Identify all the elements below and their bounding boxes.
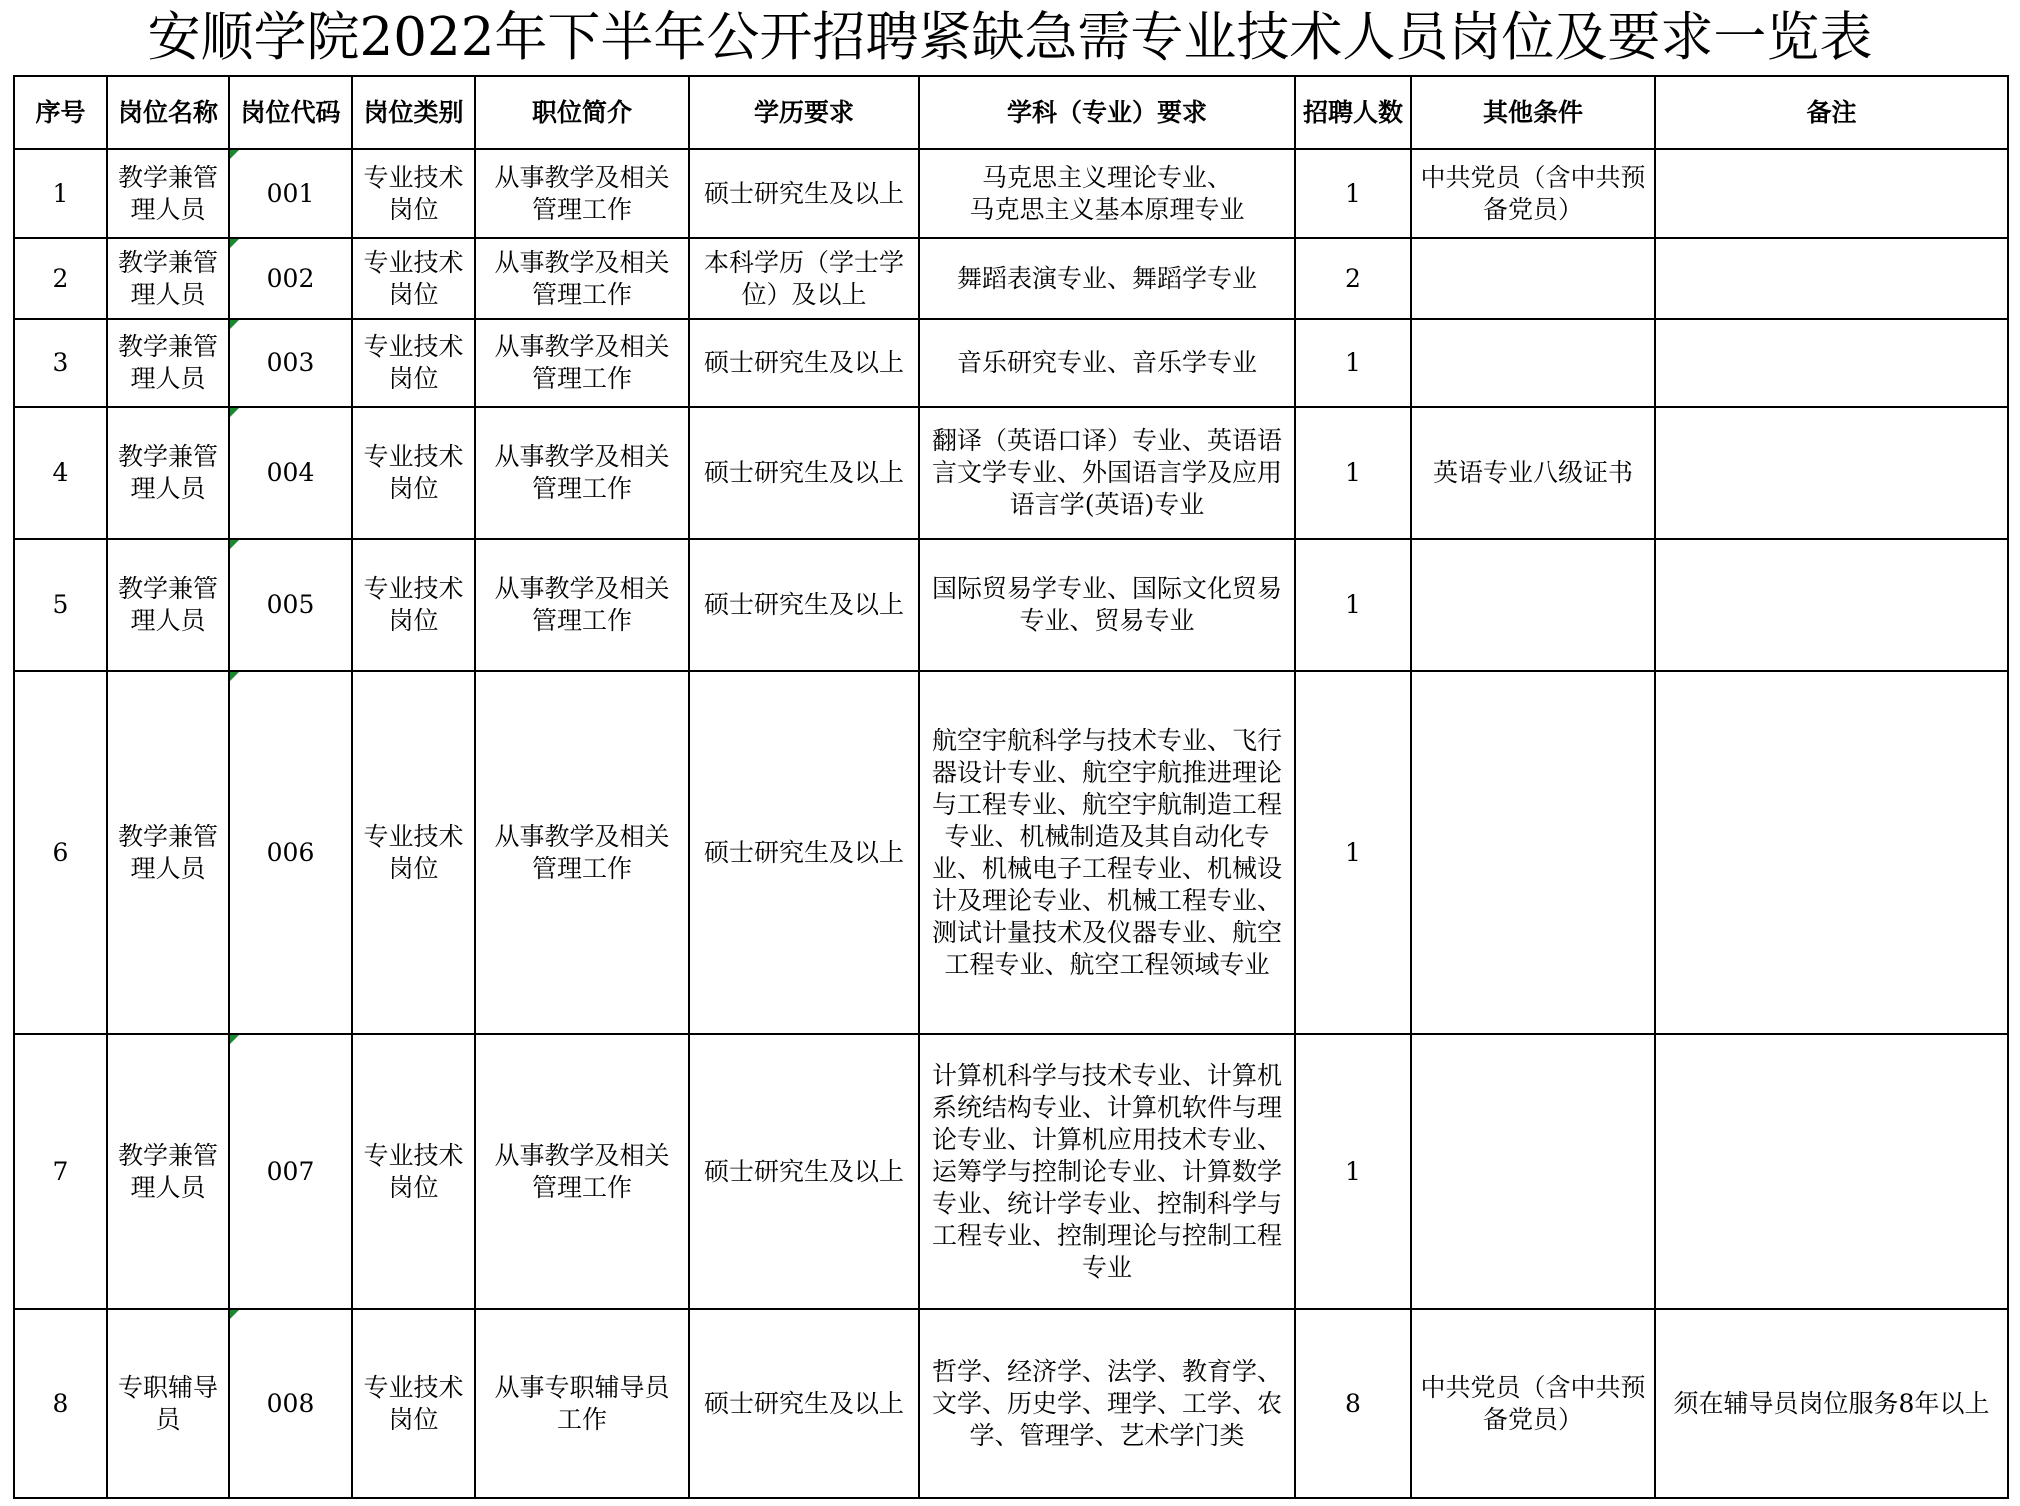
cell-other: [1411, 671, 1655, 1034]
cell-remark: [1655, 539, 2008, 671]
cell-major: 舞蹈表演专业、舞蹈学专业: [919, 238, 1295, 319]
cell-other: 中共党员（含中共预备党员）: [1411, 1309, 1655, 1498]
cell-remark: [1655, 238, 2008, 319]
cell-count: 1: [1295, 319, 1411, 407]
table-row: [14, 319, 2008, 407]
header-education: 学历要求: [689, 76, 919, 149]
cell-post-type: 专业技术岗位: [352, 149, 475, 238]
cell-post-name: 教学兼管理人员: [107, 1034, 229, 1309]
table-row: [14, 1309, 2008, 1498]
cell-post-code: 007: [229, 1034, 352, 1309]
cell-post-name: 专职辅导员: [107, 1309, 229, 1498]
cell-post-type: 专业技术岗位: [352, 319, 475, 407]
header-remark: 备注: [1655, 76, 2008, 149]
cell-major: 翻译（英语口译）专业、英语语言文学专业、外国语言学及应用语言学(英语)专业: [919, 407, 1295, 539]
table-row: [14, 671, 2008, 1034]
cell-post-name: 教学兼管理人员: [107, 238, 229, 319]
cell-major: 哲学、经济学、法学、教育学、文学、历史学、理学、工学、农学、管理学、艺术学门类: [919, 1309, 1295, 1498]
cell-other: [1411, 238, 1655, 319]
cell-post-name: 教学兼管理人员: [107, 407, 229, 539]
cell-major: 马克思主义理论专业、 马克思主义基本原理专业: [919, 149, 1295, 238]
cell-post-code: 002: [229, 238, 352, 319]
cell-post-type: 专业技术岗位: [352, 238, 475, 319]
cell-seq: 7: [14, 1034, 107, 1309]
cell-post-code: 006: [229, 671, 352, 1034]
cell-count: 2: [1295, 238, 1411, 319]
cell-seq: 8: [14, 1309, 107, 1498]
cell-education: 硕士研究生及以上: [689, 407, 919, 539]
cell-seq: 2: [14, 238, 107, 319]
cell-remark: [1655, 407, 2008, 539]
cell-other: [1411, 539, 1655, 671]
cell-count: 1: [1295, 671, 1411, 1034]
cell-duty: 从事教学及相关管理工作: [475, 319, 689, 407]
cell-education: 硕士研究生及以上: [689, 539, 919, 671]
cell-post-type: 专业技术岗位: [352, 671, 475, 1034]
table-row: [14, 1034, 2008, 1309]
cell-major: 音乐研究专业、音乐学专业: [919, 319, 1295, 407]
cell-post-code: 008: [229, 1309, 352, 1498]
cell-education: 硕士研究生及以上: [689, 671, 919, 1034]
cell-seq: 3: [14, 319, 107, 407]
cell-other: [1411, 319, 1655, 407]
cell-duty: 从事专职辅导员工作: [475, 1309, 689, 1498]
cell-major: 航空宇航科学与技术专业、飞行器设计专业、航空宇航推进理论与工程专业、航空宇航制造工程专业、机械制造及其自动化专业、机械电子工程专业、机械设计及理论专业、机械工程专业、测试计量技术及仪器专业、航空工程专业、航空工程领域专业: [919, 671, 1295, 1034]
page-title: 安顺学院2022年下半年公开招聘紧缺急需专业技术人员岗位及要求一览表: [147, 7, 1873, 68]
cell-post-type: 专业技术岗位: [352, 1309, 475, 1498]
cell-post-name: 教学兼管理人员: [107, 149, 229, 238]
cell-post-name: 教学兼管理人员: [107, 539, 229, 671]
cell-remark: [1655, 1034, 2008, 1309]
cell-duty: 从事教学及相关管理工作: [475, 539, 689, 671]
table-row: [14, 238, 2008, 319]
cell-education: 硕士研究生及以上: [689, 1034, 919, 1309]
cell-other: [1411, 1034, 1655, 1309]
cell-duty: 从事教学及相关管理工作: [475, 149, 689, 238]
cell-seq: 1: [14, 149, 107, 238]
cell-major: 国际贸易学专业、国际文化贸易专业、贸易专业: [919, 539, 1295, 671]
header-major: 学科（专业）要求: [919, 76, 1295, 149]
cell-post-type: 专业技术岗位: [352, 407, 475, 539]
cell-major: 计算机科学与技术专业、计算机系统结构专业、计算机软件与理论专业、计算机应用技术专业、运筹学与控制论专业、计算数学专业、统计学专业、控制科学与工程专业、控制理论与控制工程专业: [919, 1034, 1295, 1309]
cell-remark: [1655, 149, 2008, 238]
header-post-type: 岗位类别: [352, 76, 475, 149]
cell-post-type: 专业技术岗位: [352, 1034, 475, 1309]
cell-seq: 5: [14, 539, 107, 671]
cell-count: 1: [1295, 539, 1411, 671]
positions-table: [13, 75, 2009, 1499]
cell-post-name: 教学兼管理人员: [107, 319, 229, 407]
cell-other: 中共党员（含中共预备党员）: [1411, 149, 1655, 238]
header-post-name: 岗位名称: [107, 76, 229, 149]
cell-post-code: 005: [229, 539, 352, 671]
cell-remark: 须在辅导员岗位服务8年以上: [1655, 1309, 2008, 1498]
cell-duty: 从事教学及相关管理工作: [475, 1034, 689, 1309]
cell-post-code: 004: [229, 407, 352, 539]
header-count: 招聘人数: [1295, 76, 1411, 149]
cell-count: 1: [1295, 149, 1411, 238]
cell-education: 硕士研究生及以上: [689, 1309, 919, 1498]
cell-duty: 从事教学及相关管理工作: [475, 238, 689, 319]
header-seq: 序号: [14, 76, 107, 149]
cell-remark: [1655, 319, 2008, 407]
header-duty: 职位简介: [475, 76, 689, 149]
cell-other: 英语专业八级证书: [1411, 407, 1655, 539]
cell-count: 8: [1295, 1309, 1411, 1498]
cell-post-name: 教学兼管理人员: [107, 671, 229, 1034]
header-post-code: 岗位代码: [229, 76, 352, 149]
table-row: [14, 149, 2008, 238]
cell-education: 硕士研究生及以上: [689, 149, 919, 238]
cell-remark: [1655, 671, 2008, 1034]
cell-count: 1: [1295, 1034, 1411, 1309]
cell-post-code: 003: [229, 319, 352, 407]
cell-post-type: 专业技术岗位: [352, 539, 475, 671]
table-row: [14, 407, 2008, 539]
header-other: 其他条件: [1411, 76, 1655, 149]
table-row: [14, 539, 2008, 671]
cell-count: 1: [1295, 407, 1411, 539]
cell-seq: 4: [14, 407, 107, 539]
cell-seq: 6: [14, 671, 107, 1034]
cell-post-code: 001: [229, 149, 352, 238]
cell-education: 本科学历（学士学位）及以上: [689, 238, 919, 319]
cell-education: 硕士研究生及以上: [689, 319, 919, 407]
cell-duty: 从事教学及相关管理工作: [475, 407, 689, 539]
cell-duty: 从事教学及相关管理工作: [475, 671, 689, 1034]
table-header-row: [14, 76, 2008, 149]
